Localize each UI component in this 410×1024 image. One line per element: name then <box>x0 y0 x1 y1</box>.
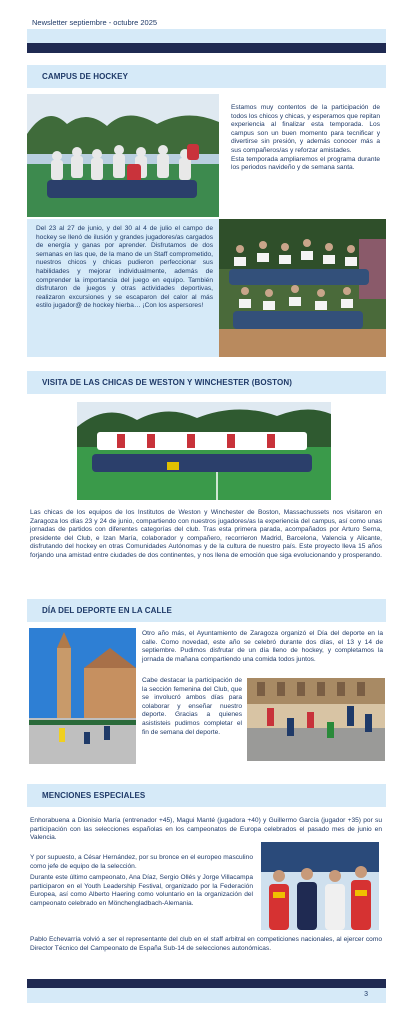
campus-text-right <box>231 104 380 173</box>
weston-section-title: VISITA DE LAS CHICAS DE WESTON Y WINCHESTER (BOSTON) <box>42 378 292 387</box>
newsletter-header-title: Newsletter septiembre - octubre 2025 <box>32 18 158 27</box>
weston-group-photo <box>77 402 331 500</box>
campus-text-left <box>36 225 213 311</box>
deporte-paragraph-1: Otro año más, el Ayuntamiento de Zaragoza organizó el Día del deporte en la calle. Como novedad, este año se celebró durante dos días, el 13 y 14 de septiembre. Pudimos disfrutar de un día lleno de hockey, y completamos la jornada de mañana compartiendo una comida todos juntos. <box>142 630 383 663</box>
deporte-text-top <box>142 630 383 664</box>
footer-light-band <box>27 988 386 1003</box>
deporte-street-photo <box>247 678 385 761</box>
deporte-text-bottom <box>142 677 242 737</box>
page-number: 3 <box>364 991 368 998</box>
campus-paragraph-2: Esta temporada ampliaremos el programa durante los periodos navideño y de semana santa. <box>231 155 380 172</box>
deporte-section-bar <box>27 599 386 622</box>
menciones-paragraph-3: Durante este último campeonato, Ana Díaz, Sergio Ollés y Jorge Villacampa participaron en el Youth Leadership Festival, organizado por la Federación Europea, así como Alberto Haering como voluntario en la organización del campeonato celebrado en Mönchengladbach-Alemania. <box>30 874 253 907</box>
weston-paragraph: Las chicas de los equipos de los Institutos de Weston y Winchester de Boston, Massachussets nos visitaron en Zaragoza los días 23 y 24 de junio, compartiendo con nuestros jugadores/as la experiencia del campus, así como unas jornadas de partidos con diferentes categorías del club. Tras esta primera parada, acompañados por Arturo Serna, presidente del Club, e Izan María, colaborador y compañero, recorrieron Madrid, Barcelona, Valencia y Alicante, disfrutando del hockey en otras Comunidades Autónomas y de la cultura de nuestro país. Este proyecto lleva 15 años forjando una amistad entre ciudades de dos continentes, y nos llena de emoción que siga evolucionando y prosperando. <box>30 509 382 559</box>
menciones-section-title: MENCIONES ESPECIALES <box>42 791 146 800</box>
menciones-text-middle <box>30 854 253 909</box>
menciones-team-photo <box>261 842 379 930</box>
campus-section-title: CAMPUS DE HOCKEY <box>42 72 129 81</box>
menciones-section-bar <box>27 784 386 807</box>
header-light-band <box>27 29 386 43</box>
menciones-paragraph-4: Pablo Echevarría volvió a ser el representante del club en el staff arbitral en competiciones nacionales, al ejercer como Director Técnico del Campeonato de España Sub-14 de selecciones autonómicas. <box>30 936 382 952</box>
footer-dark-band <box>27 979 386 988</box>
campus-paragraph-3: Del 23 al 27 de junio, y del 30 al 4 de julio el campo de hockey se llenó de ilusión y grandes jugadores/as cargados de energía y ganas por aprender. Disfrutamos de dos semanas en las que, de la mano de un Staff comprometido, nuestros chicos y chicas pudieron perfeccionar sus habilidades y mejorar individualmente, además de comprender la importancia del juego en equipo. También disfrutaron de juegos y otras actividades deportivas, realizaron excursiones y se escaparon del calor al más estilo jugador@ de hockey hierba… ¡Con los aspersores! <box>36 225 213 310</box>
deporte-paragraph-2: Cabe destacar la participación de la sección femenina del Club, que se involucró ambos días para colaborar y enseñar nuestro deporte. Gracias a quienes asististeis pudimos completar el fin de semana del deporte. <box>142 677 242 736</box>
menciones-text-top <box>30 817 382 843</box>
header-dark-band <box>27 43 386 53</box>
campus-section-bar <box>27 65 386 88</box>
campus-paragraph-1: Estamos muy contentos de la participación de todos los chicos y chicas, y esperamos que repitan experiencia al finalizar esta temporada. Los campus son un buen momento para tecnificar y divertirse sin presión, y además conocer más a sus compañeros/as y reforzar amistades. <box>231 104 380 154</box>
campus-group-photo <box>27 94 219 217</box>
deporte-section-title: DÍA DEL DEPORTE EN LA CALLE <box>42 606 172 615</box>
weston-text <box>30 509 382 561</box>
deporte-plaza-photo <box>29 628 136 764</box>
menciones-paragraph-1: Enhorabuena a Dionisio María (entrenador +45), Magui Manté (jugadora +40) y Guillermo García (jugador +35) por su participación con las selecciones españolas en los campeonatos de Europa celebrados el pasado mes de junio en Valencia. <box>30 817 382 842</box>
campus-diploma-photo <box>219 219 386 357</box>
menciones-paragraph-2: Y por supuesto, a César Hernández, por su bronce en el europeo masculino como jefe de equipo de la selección. <box>30 854 253 870</box>
weston-section-bar <box>27 371 386 394</box>
menciones-text-bottom <box>30 936 382 953</box>
